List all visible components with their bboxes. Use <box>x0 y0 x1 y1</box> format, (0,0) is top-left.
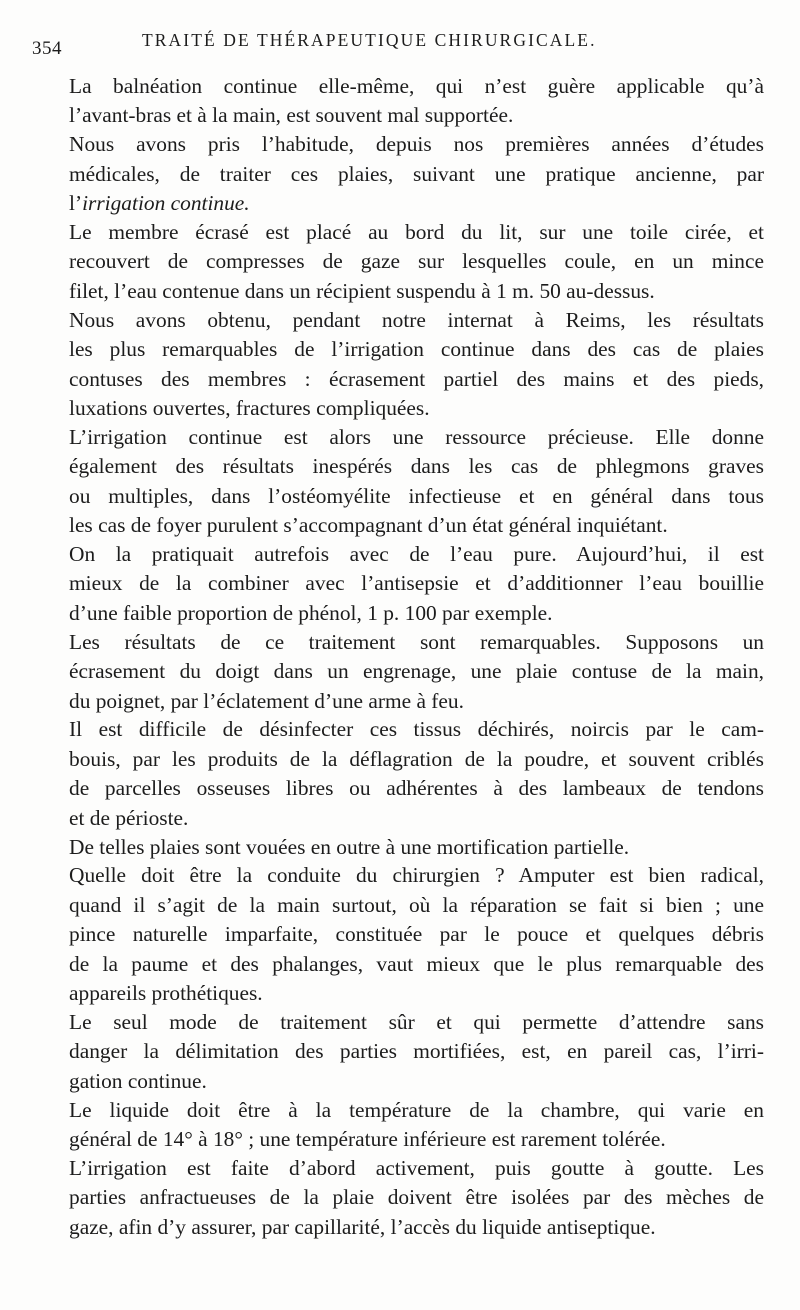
text-line: De telles plaies sont vouées en outre à une mortification partielle. <box>69 834 630 859</box>
paragraph <box>32 218 764 306</box>
paragraph <box>32 1008 764 1096</box>
body-text <box>32 72 764 1242</box>
text-line: La balnéation continue elle-même, qui n’est guère applicable qu’à <box>69 74 764 98</box>
text-line: d’une faible proportion de phénol, 1 p. 100 par exemple. <box>69 600 553 625</box>
paragraph <box>32 130 764 218</box>
text-line: luxations ouvertes, fractures compliquées. <box>69 395 430 420</box>
text-line: appareils prothétiques. <box>69 981 263 1006</box>
text-line: médicales, de traiter ces plaies, suivant une pratique ancienne, par <box>69 161 764 186</box>
paragraph <box>32 715 764 833</box>
paragraph <box>32 306 764 424</box>
paragraph <box>32 628 764 716</box>
text-line: Le seul mode de traitement sûr et qui permette d’attendre sans <box>69 1010 764 1034</box>
text-line: l’avant-bras et à la main, est souvent mal supportée. <box>69 103 514 128</box>
text-line: les cas de foyer purulent s’accompagnant d’un état général inquiétant. <box>69 513 668 538</box>
text-line: danger la délimitation des parties mortifiées, est, en pareil cas, l’irri- <box>69 1039 764 1064</box>
paragraph <box>32 423 764 541</box>
text-line: et de périoste. <box>69 805 189 830</box>
paragraph <box>32 1154 764 1242</box>
text-line: général de 14° à 18° ; une température inférieure est rarement tolérée. <box>69 1127 666 1152</box>
paragraph <box>32 540 764 628</box>
text-line: Nous avons pris l’habitude, depuis nos premières années d’études <box>69 132 764 157</box>
text-line: les plus remarquables de l’irrigation continue dans des cas de plaies <box>69 337 764 362</box>
text-line: Le liquide doit être à la température de la chambre, qui varie en <box>69 1097 764 1122</box>
paragraph <box>32 72 764 131</box>
text-line: Il est difficile de désinfecter ces tissus déchirés, noircis par le cam- <box>69 717 764 742</box>
paragraph <box>32 861 764 1008</box>
text-line: Quelle doit être la conduite du chirurgien ? Amputer est bien radical, <box>69 863 764 888</box>
text-line: quand il s’agit de la main surtout, où la réparation se fait si bien ; une <box>69 892 764 917</box>
text-line: pince naturelle imparfaite, constituée par le pouce et quelques débris <box>69 922 764 947</box>
paragraph <box>32 833 764 862</box>
text-line: mieux de la combiner avec l’antisepsie et d’additionner l’eau bouillie <box>69 571 764 596</box>
italic-term: irrigation continue. <box>82 191 250 216</box>
text-line: filet, l’eau contenue dans un récipient suspendu à 1 m. 50 au-dessus. <box>69 278 655 303</box>
text-line: L’irrigation est faite d’abord activement, puis goutte à goutte. Les <box>69 1156 764 1181</box>
text-fragment: l’ <box>69 191 83 216</box>
page-number: 354 <box>32 38 62 59</box>
text-line: Le membre écrasé est placé au bord du lit, sur une toile cirée, et <box>69 220 764 245</box>
text-line: L’irrigation continue est alors une ressource précieuse. Elle donne <box>69 424 764 449</box>
text-line: gaze, afin d’y assurer, par capillarité, l’accès du liquide antiseptique. <box>69 1214 656 1239</box>
text-line: contuses des membres : écrasement partiel des mains et des pieds, <box>69 366 764 391</box>
running-title: TRAITÉ DE THÉRAPEUTIQUE CHIRURGICALE. <box>142 30 597 50</box>
text-line: ou multiples, dans l’ostéomyélite infectieuse et en général dans tous <box>69 483 764 508</box>
text-line: Nous avons obtenu, pendant notre internat à Reims, les résultats <box>69 307 764 332</box>
text-line: parties anfractueuses de la plaie doivent être isolées par des mèches de <box>69 1185 764 1210</box>
text-line: de la paume et des phalanges, vaut mieux que le plus remarquable des <box>69 951 764 976</box>
text-line: recouvert de compresses de gaze sur lesquelles coule, en un mince <box>69 249 764 274</box>
paragraph <box>32 1096 764 1155</box>
page-header <box>32 22 770 59</box>
text-line: gation continue. <box>69 1068 207 1093</box>
text-line: également des résultats inespérés dans les cas de phlegmons graves <box>69 454 764 479</box>
text-line: de parcelles osseuses libres ou adhérentes à des lambeaux de tendons <box>69 776 764 801</box>
text-line: du poignet, par l’éclatement d’une arme à feu. <box>69 688 464 713</box>
text-line: On la pratiquait autrefois avec de l’eau pure. Aujourd’hui, il est <box>69 542 764 566</box>
text-line <box>32 189 764 218</box>
text-line: écrasement du doigt dans un engrenage, une plaie contuse de la main, <box>69 659 764 684</box>
text-line: Les résultats de ce traitement sont remarquables. Supposons un <box>69 629 764 654</box>
text-line: bouis, par les produits de la déflagration de la poudre, et souvent criblés <box>69 746 764 771</box>
